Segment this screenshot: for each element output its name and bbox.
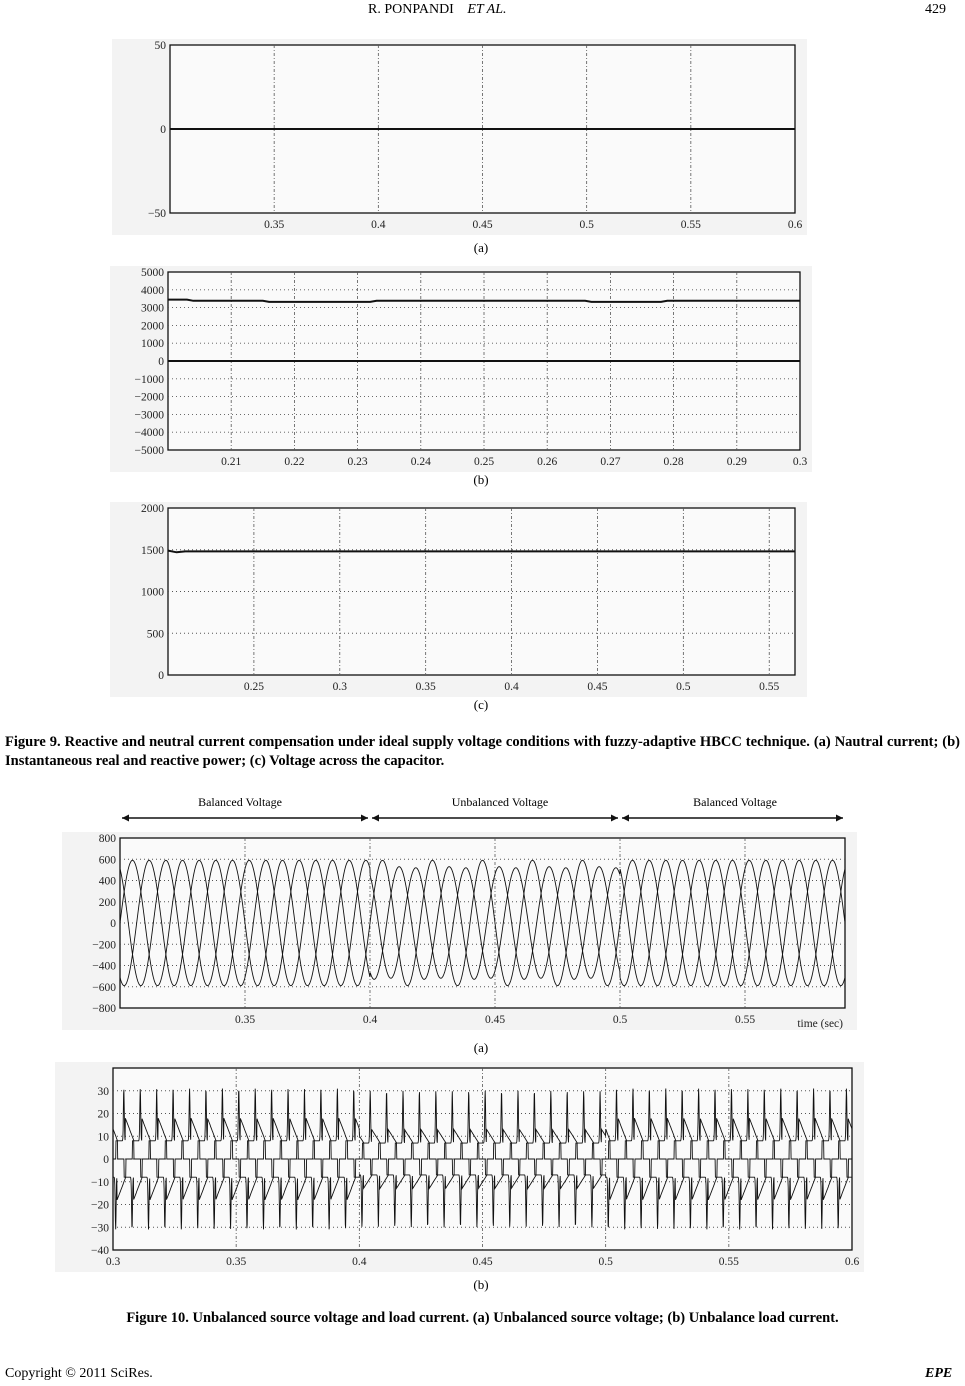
fig9c-y-tick-label: 1000	[141, 586, 164, 599]
fig10a-y-tick-label: −600	[92, 981, 116, 994]
fig9b-x-tick-label: 0.24	[410, 456, 431, 468]
fig9c-x-tick-label: 0.55	[759, 681, 780, 693]
fig10b-x-tick-label: 0.55	[718, 1256, 739, 1268]
figure10-caption: Figure 10. Unbalanced source voltage and load current. (a) Unbalanced source voltage; (b) Unbalance load current.	[126, 1310, 839, 1326]
fig9c-x-tick-label: 0.35	[415, 681, 436, 693]
fig9b-x-tick-label: 0.29	[726, 456, 747, 468]
fig9b-x-tick-label: 0.27	[600, 456, 621, 468]
arrowhead-right-icon	[836, 815, 843, 822]
fig10a-x-axis-label: time (sec)	[797, 1018, 843, 1030]
page-number: 429	[925, 2, 946, 17]
fig9c-y-tick-label: 0	[158, 670, 164, 682]
fig9a-y-tick-label: 0	[160, 124, 166, 136]
fig9b-chart	[110, 266, 812, 472]
fig9b-y-tick-label: −5000	[134, 445, 164, 457]
fig9b-y-tick-label: −3000	[134, 409, 164, 422]
fig10b-x-tick-label: 0.3	[105, 1256, 121, 1268]
arrowhead-right-icon	[361, 815, 368, 822]
fig9b-x-tick-label: 0.25	[473, 456, 495, 468]
fig9b-label: (b)	[473, 472, 489, 487]
fig10a-y-tick-label: −400	[92, 960, 116, 973]
fig9a-x-tick-label: 0.6	[787, 219, 803, 231]
fig9c-x-tick-label: 0.5	[676, 681, 691, 693]
fig9c-label: (c)	[473, 697, 489, 712]
fig10b-y-tick-label: 10	[97, 1131, 109, 1144]
fig9b-series-real-power	[168, 300, 800, 302]
fig9b-y-tick-label: 0	[158, 356, 164, 368]
region-label-balanced-1: Balanced Voltage	[198, 795, 282, 809]
fig10a-x-tick-label: 0.4	[362, 1014, 378, 1026]
fig10b-y-tick-label: −40	[91, 1245, 109, 1257]
fig9b-y-tick-label: 1000	[141, 338, 164, 351]
fig9c-x-tick-label: 0.4	[504, 681, 519, 693]
fig9b-y-tick-label: −4000	[134, 427, 164, 440]
region-label-unbalanced: Unbalanced Voltage	[451, 795, 549, 809]
fig9b-y-tick-label: 4000	[141, 284, 164, 297]
fig9c-chart	[110, 502, 807, 697]
fig10a-x-tick-label: 0.35	[234, 1014, 256, 1026]
fig10a-y-tick-label: −800	[92, 1003, 116, 1015]
fig9a-x-tick-label: 0.5	[579, 219, 594, 231]
fig10a-chart	[62, 832, 857, 1030]
fig10b-chart	[55, 1062, 864, 1272]
fig9a-x-tick-label: 0.4	[371, 219, 386, 231]
footer-copyright: Copyright © 2011 SciRes.	[5, 1366, 153, 1381]
fig10b-x-tick-label: 0.5	[598, 1256, 613, 1268]
fig10a-y-tick-label: 600	[98, 854, 116, 867]
header-etal: ET AL.	[467, 2, 507, 17]
fig10b-y-tick-label: 30	[97, 1085, 109, 1098]
fig10a-y-tick-label: 800	[98, 833, 116, 845]
fig10a-x-tick-label: 0.5	[612, 1014, 628, 1026]
fig9b-x-tick-label: 0.3	[792, 456, 808, 468]
fig9b-x-tick-label: 0.26	[537, 456, 558, 468]
fig9c-y-tick-label: 2000	[141, 503, 164, 515]
fig10b-y-tick-label: −20	[91, 1199, 109, 1212]
arrowhead-left-icon	[622, 815, 629, 822]
fig10b-label: (b)	[473, 1277, 489, 1292]
fig10a-y-tick-label: −200	[92, 939, 116, 952]
fig9b-y-tick-label: 3000	[141, 302, 164, 315]
fig9a-y-tick-label: 50	[154, 40, 166, 52]
figure9-caption: Figure 9. Reactive and neutral current compensation under ideal supply voltage conditions with fuzzy-adaptive HBCC technique. (a) Nautral current; (b) Instantaneous real and reactive power; (c) Voltage across the capacitor.	[5, 734, 960, 769]
header-authors: R. PONPANDI	[368, 2, 454, 17]
region-label-balanced-2: Balanced Voltage	[693, 795, 777, 809]
fig10b-x-tick-label: 0.6	[844, 1256, 860, 1268]
fig9a-chart	[112, 39, 807, 235]
fig10b-x-tick-label: 0.45	[472, 1256, 493, 1268]
fig10a-x-tick-label: 0.45	[484, 1014, 506, 1026]
fig10a-y-tick-label: 0	[110, 918, 116, 930]
fig9c-y-tick-label: 500	[146, 628, 164, 641]
fig9a-x-tick-label: 0.55	[680, 219, 701, 231]
fig9c-x-tick-label: 0.25	[243, 681, 264, 693]
fig9b-x-tick-label: 0.28	[663, 456, 684, 468]
footer-journal: EPE	[925, 1366, 953, 1381]
fig9b-y-tick-label: 5000	[141, 267, 164, 279]
fig10a-y-tick-label: 400	[98, 875, 116, 888]
fig9a-x-tick-label: 0.35	[264, 219, 285, 231]
fig10b-x-tick-label: 0.35	[226, 1256, 247, 1268]
fig10a-y-tick-label: 200	[98, 896, 116, 909]
fig9c-series-dc-capacitor-voltage	[168, 551, 795, 553]
fig9c-x-tick-label: 0.45	[587, 681, 608, 693]
fig9a-x-tick-label: 0.45	[472, 219, 493, 231]
fig10b-y-tick-label: 20	[97, 1108, 109, 1121]
fig10b-x-tick-label: 0.4	[352, 1256, 367, 1268]
fig10a-label: (a)	[473, 1040, 489, 1055]
fig10b-y-tick-label: −10	[91, 1176, 109, 1189]
arrowhead-left-icon	[122, 815, 129, 822]
fig9a-label: (a)	[473, 240, 489, 255]
fig9b-x-tick-label: 0.23	[347, 456, 368, 468]
fig10a-x-tick-label: 0.55	[734, 1014, 756, 1026]
arrowhead-left-icon	[372, 815, 379, 822]
fig9c-x-tick-label: 0.3	[332, 681, 347, 693]
fig9c-y-tick-label: 1500	[141, 544, 164, 557]
fig10b-y-tick-label: 0	[103, 1154, 109, 1166]
fig9b-y-tick-label: −2000	[134, 391, 164, 404]
fig10b-y-tick-label: −30	[91, 1222, 109, 1235]
fig9b-y-tick-label: −1000	[134, 373, 164, 386]
fig9b-x-tick-label: 0.22	[284, 456, 305, 468]
arrowhead-right-icon	[611, 815, 618, 822]
fig9a-y-tick-label: −50	[148, 208, 166, 220]
fig9b-y-tick-label: 2000	[141, 320, 164, 333]
fig9b-x-tick-label: 0.21	[221, 456, 242, 468]
